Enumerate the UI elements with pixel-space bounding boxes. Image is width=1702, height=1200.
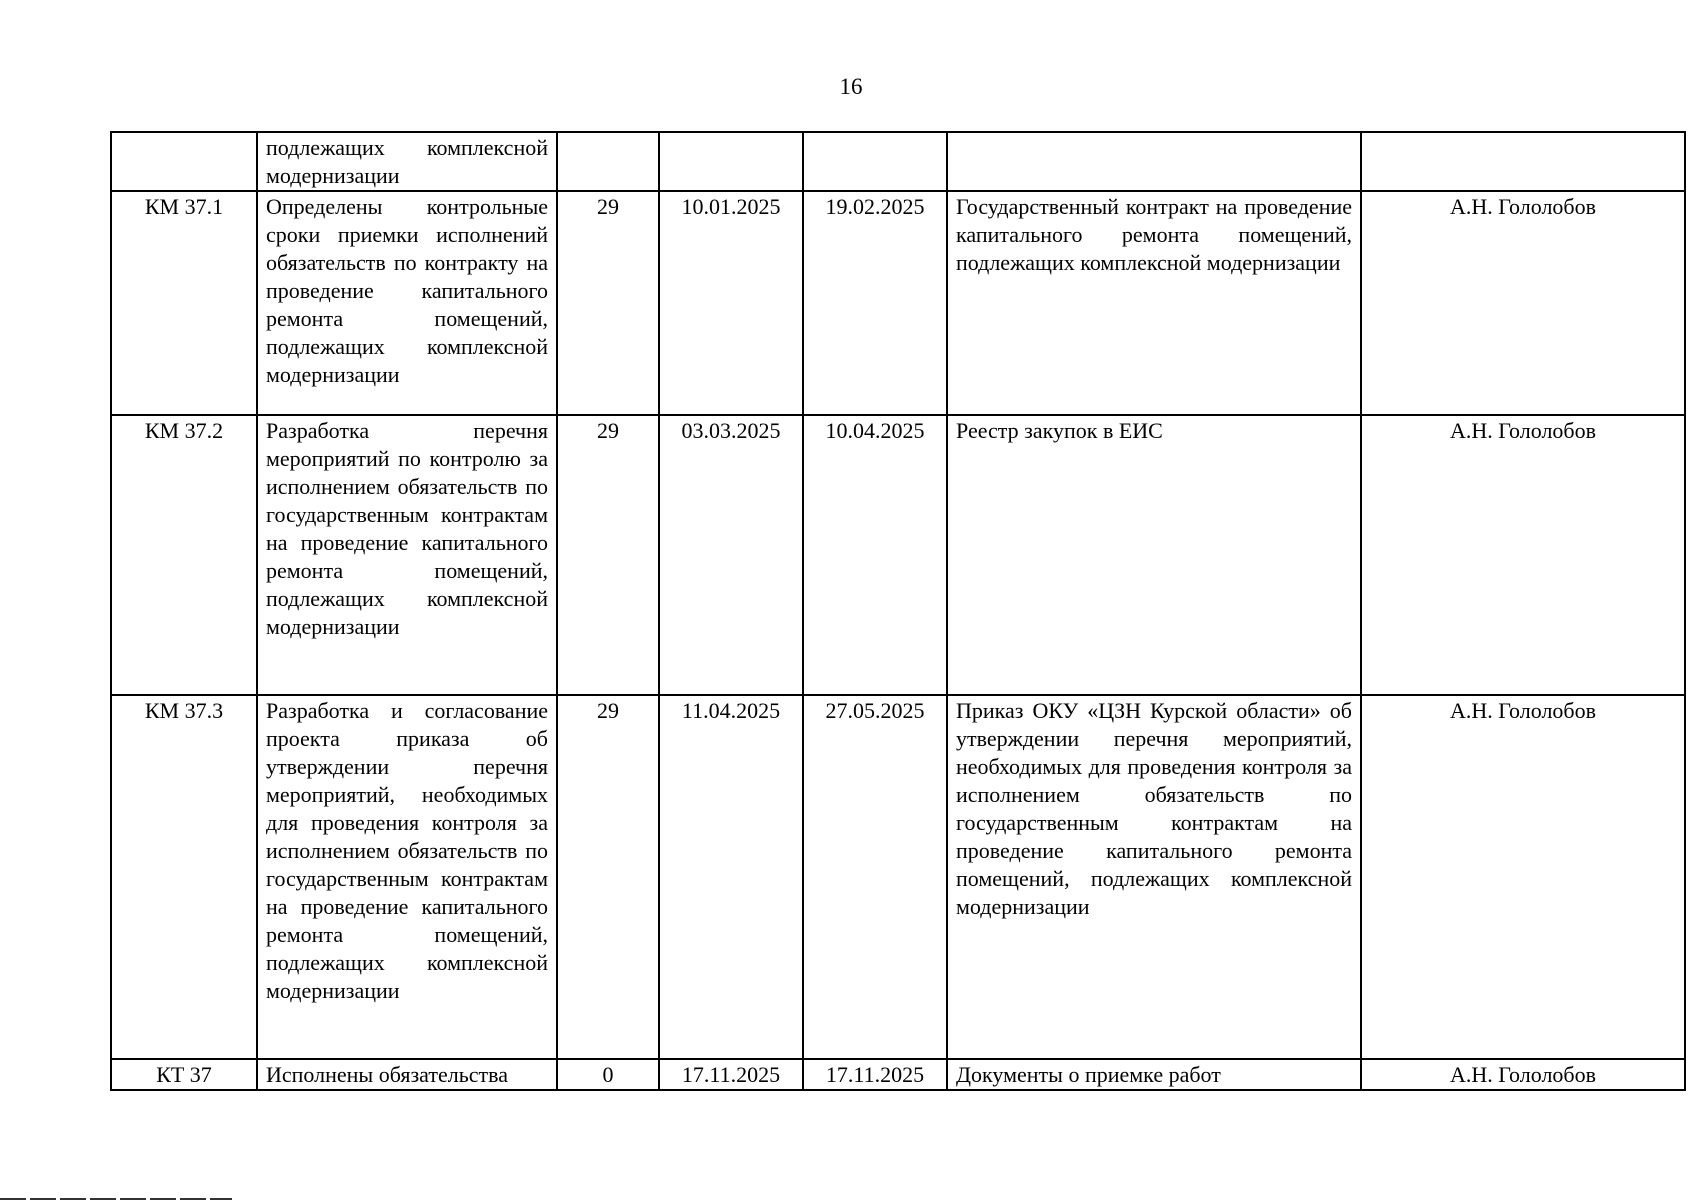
- row-responsible: А.Н. Гололобов: [1361, 191, 1685, 415]
- row-result: [947, 132, 1361, 191]
- row-name: Разработка перечня мероприятий по контролю за исполнением обязательств по государственным контрактам на проведение капитального ремонта помещений, подлежащих комплексной модернизации: [257, 415, 557, 695]
- table-row: [111, 1059, 1685, 1090]
- row-responsible: А.Н. Гололобов: [1361, 415, 1685, 695]
- table-row: [111, 191, 1685, 415]
- row-end-date: [803, 132, 947, 191]
- row-code: [111, 132, 257, 191]
- row-code: КМ 37.1: [111, 191, 257, 415]
- row-code: КТ 37: [111, 1059, 257, 1090]
- row-duration: 29: [557, 695, 659, 1059]
- row-duration: [557, 132, 659, 191]
- row-responsible: А.Н. Гололобов: [1361, 695, 1685, 1059]
- row-start-date: 03.03.2025: [659, 415, 803, 695]
- row-name: Исполнены обязательства: [257, 1059, 557, 1090]
- row-name: подлежащих комплексной модернизации: [257, 132, 557, 191]
- row-result: Документы о приемке работ: [947, 1059, 1361, 1090]
- row-start-date: 11.04.2025: [659, 695, 803, 1059]
- row-responsible: [1361, 132, 1685, 191]
- table-row: [111, 132, 1685, 191]
- row-result: Государственный контракт на проведение капитального ремонта помещений, подлежащих комплексной модернизации: [947, 191, 1361, 415]
- row-code: КМ 37.2: [111, 415, 257, 695]
- row-responsible: А.Н. Гололобов: [1361, 1059, 1685, 1090]
- row-end-date: 17.11.2025: [803, 1059, 947, 1090]
- table-row: [111, 695, 1685, 1059]
- row-start-date: [659, 132, 803, 191]
- row-start-date: 17.11.2025: [659, 1059, 803, 1090]
- row-name: Разработка и согласование проекта приказа об утверждении перечня мероприятий, необходимых для проведения контроля за исполнением обязательств по государственным контрактам на проведение капитального ремонта помещений, подлежащих комплексной модернизации: [257, 695, 557, 1059]
- row-start-date: 10.01.2025: [659, 191, 803, 415]
- row-duration: 29: [557, 191, 659, 415]
- row-end-date: 19.02.2025: [803, 191, 947, 415]
- row-duration: 0: [557, 1059, 659, 1090]
- row-end-date: 27.05.2025: [803, 695, 947, 1059]
- milestone-table: [110, 131, 1686, 1091]
- row-duration: 29: [557, 415, 659, 695]
- table-row: [111, 415, 1685, 695]
- row-end-date: 10.04.2025: [803, 415, 947, 695]
- row-name: Определены контрольные сроки приемки исполнений обязательств по контракту на проведение капитального ремонта помещений, подлежащих комплексной модернизации: [257, 191, 557, 415]
- row-result: Реестр закупок в ЕИС: [947, 415, 1361, 695]
- row-code: КМ 37.3: [111, 695, 257, 1059]
- row-result: Приказ ОКУ «ЦЗН Курской области» об утверждении перечня мероприятий, необходимых для проведения контроля за исполнением обязательств по государственным контрактам на проведение капитального ремонта помещений, подлежащих комплексной модернизации: [947, 695, 1361, 1059]
- page-number: 16: [839, 74, 863, 99]
